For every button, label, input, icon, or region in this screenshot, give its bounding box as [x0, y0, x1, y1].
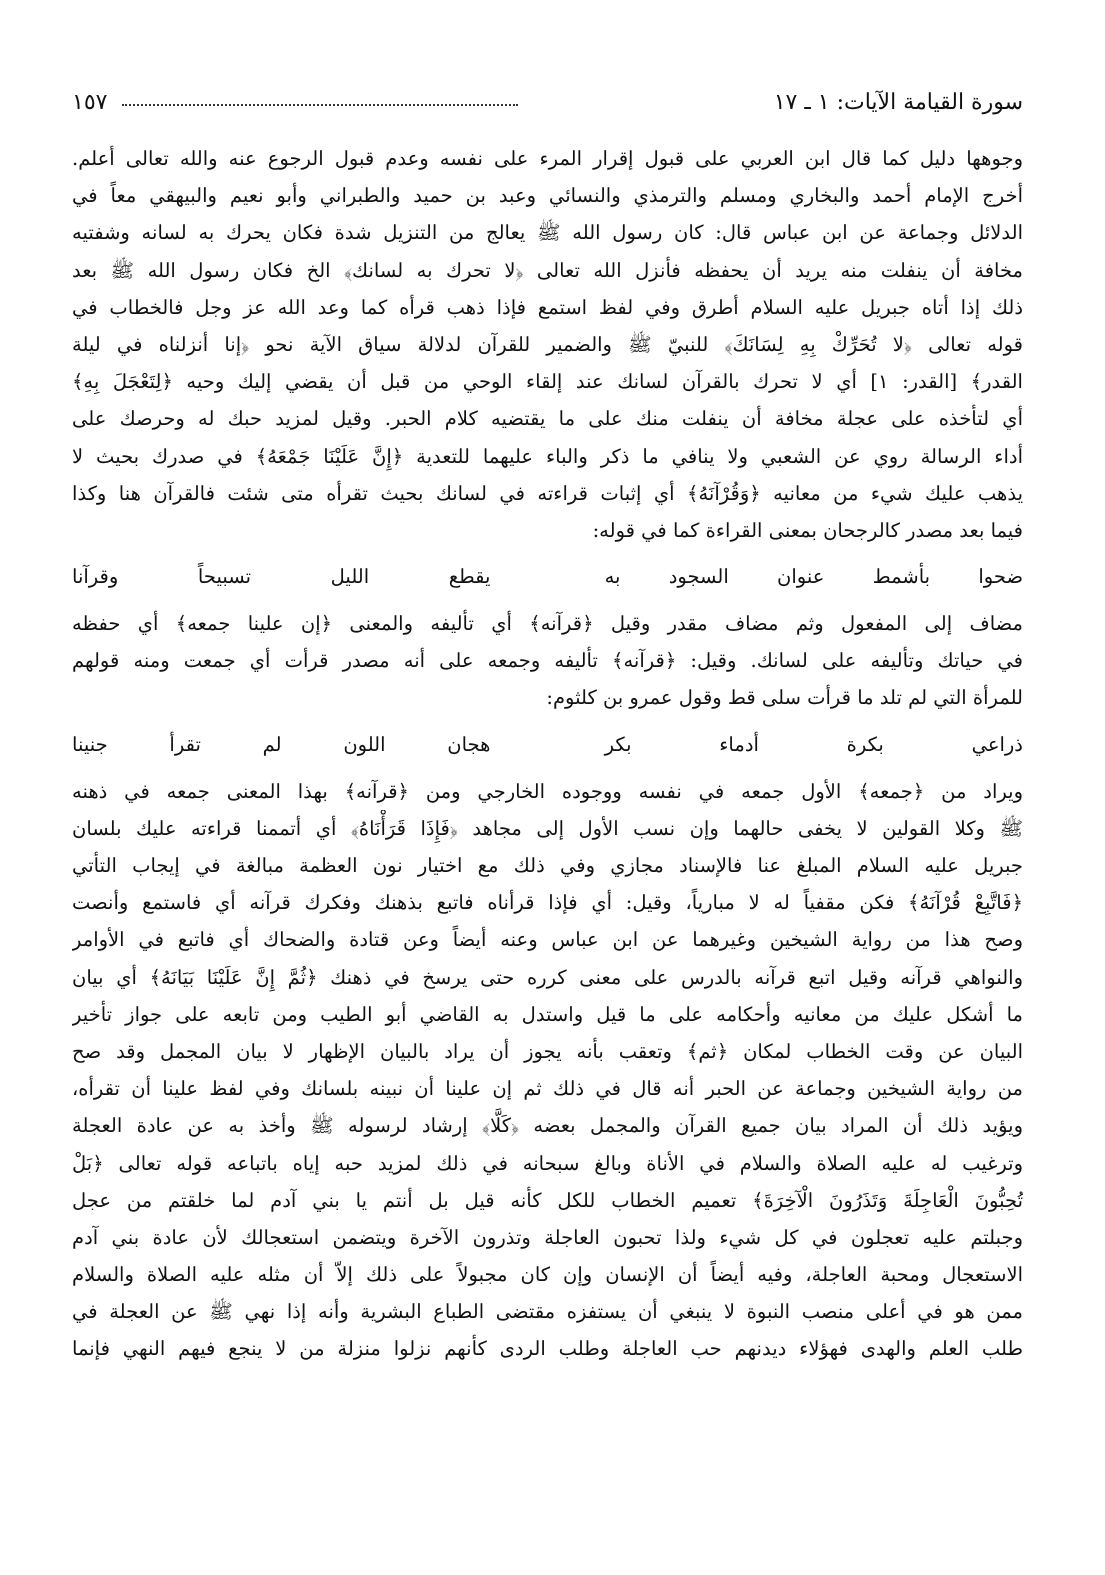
text-line: مخافة أن ينفلت منه يريد أن يحفظه فأنزل الله تعالى ﴿لا تحرك به لسانك﴾ الخ فكان رسول الله ﷺ بعد — [72, 258, 1023, 282]
text-line: وترغيب له عليه الصلاة والسلام في الأناة وبالغ سبحانه في ذلك لمزيد حبه إياه باتباعه قوله تعالى ﴿بَلْ — [72, 1151, 1023, 1175]
paragraph-3 — [72, 773, 1023, 1368]
text-line: ﷺ وكلا القولين لا يخفى حالهما وإن نسب الأول إلى مجاهد ﴿فَإِذَا قَرَأْنَاهُ﴾ أي أتممنا قراءته عليك بلسان — [72, 816, 1023, 840]
text-line: أي لتأخذه على عجلة مخافة أن ينفلت منك على ما يقتضيه كلام الحبر. وقيل لمزيد حبك له وحرصك على — [72, 407, 1023, 431]
text-line: وجوهها دليل كما قال ابن العربي على قبول إقرار المرء على نفسه وعدم قبول الرجوع عنه والله تعالى أعلم. — [72, 147, 1023, 170]
text-line: ويؤيد ذلك أن المراد بيان جميع القرآن والمجمل بعضه ﴿كَلَّا﴾ إرشاد لرسوله ﷺ وأخذ به عن عادة العجلة — [72, 1114, 1023, 1138]
text-line: الاستعجال ومحبة العاجلة، وفيه أيضاً أن الإنسان وإن كان مجبولاً على ذلك إلاّ أن مثله عليه الصلاة والسلام — [72, 1263, 1023, 1287]
paragraph-1 — [72, 140, 1023, 549]
text-line: طلب العلم والهدى فهؤلاء ديدنهم حب العاجلة وطلب الردى كأنهم نزلوا منزلة من لا ينجع فيهم النهي فإنما — [72, 1337, 1023, 1361]
text-line: أخرج الإمام أحمد والبخاري ومسلم والترمذي والنسائي وعبد بن حميد والطبراني وأبو نعيم والبيهقي معاً في — [72, 184, 1023, 208]
text-line: القدر﴾ [القدر: ١] أي لا تحرك بالقرآن لسانك عند إلقاء الوحي من قبل أن يقضي إليك وحيه ﴿لِتَعْجَلَ بِهِ﴾ — [72, 370, 1023, 394]
paragraph-2 — [72, 605, 1023, 717]
page-body — [72, 140, 1023, 1368]
text-line: الدلائل وجماعة عن ابن عباس قال: كان رسول الله ﷺ يعالج من التنزيل شدة فكان يحرك به لسانه وشفتيه — [72, 221, 1023, 245]
text-line: للمرأة التي لم تلد ما قرأت سلى قط وقول عمرو بن كلثوم: — [546, 686, 1023, 710]
text-line: جبريل عليه السلام المبلغ عنا فالإسناد مجازي وفي ذلك مع اختيار نون العظمة مبالغة في إيجاب التأتي — [72, 854, 1023, 877]
poetry-verse-2 — [72, 717, 1023, 773]
header-title: سورة القيامة الآيات: ١ ـ ١٧ — [773, 90, 1023, 115]
text-line: في حياتك وتأليفه على لسانك. وقيل: ﴿قرآنه﴾ تأليفه وجمعه على أنه مصدر قرأت أي جمعت ومنه قولهم — [72, 649, 1023, 673]
text-line: مضاف إلى المفعول وثم مضاف مقدر وقيل ﴿قرآنه﴾ أي تأليفه والمعنى ﴿إن علينا جمعه﴾ أي حفظه — [72, 612, 1023, 636]
poetry-verse-1 — [72, 549, 1023, 605]
running-header — [72, 86, 1023, 120]
verse-second-hemistich: يقطع الليل تسبيحاً وقرآنا — [72, 565, 491, 589]
text-line: والنواهي قرآنه وقيل اتبع قرآنه بالدرس على معنى كرره حتى يرسخ في ذهنك ﴿ثُمَّ إِنَّ عَلَيْنَا بَيَانَهُ﴾ أي بيان — [72, 965, 1023, 989]
text-line: ﴿فَاتَّبِعْ قُرْآنَهُ﴾ فكن مقفياً له لا مبارياً، وقيل: أي فإذا قرأناه فاتبع بذهنك وفكرك قرآنه أي فاستمع وأنصت — [72, 891, 1023, 915]
text-line: أداء الرسالة روي عن الشعبي ولا ينافي ما ذكر والباء عليهما للتعدية ﴿إِنَّ عَلَيْنَا جَمْعَهُ﴾ في صدرك بحيث لا — [72, 444, 1023, 468]
text-line: من رواية الشيخين وجماعة عن الحبر أنه قال في ذلك ثم إن علينا أن نبينه بلسانك وفي لفظ علينا أن تقرأه، — [72, 1077, 1023, 1101]
text-line: ممن هو في أعلى منصب النبوة لا ينبغي أن يستفزه مقتضى الطباع البشرية وأنه إذا نهي ﷺ عن العجلة في — [72, 1300, 1023, 1324]
text-line: ما أشكل عليك من معانيه وأحكامه على ما قيل واستدل به القاضي أبو الطيب ومن تابعه على جواز تأخير — [72, 1002, 1023, 1026]
text-line: ذلك إذا أتاه جبريل عليه السلام أطرق وفي لفظ استمع فإذا ذهب قرأه كما وعد الله عز وجل فالخطاب في — [72, 295, 1023, 319]
text-line: ويراد من ﴿جمعه﴾ الأول جمعه في نفسه ووجوده الخارجي ومن ﴿قرآنه﴾ بهذا المعنى جمعه في ذهنه — [72, 779, 1023, 803]
verse-first-hemistich: ضحوا بأشمط عنوان السجود به — [604, 565, 1023, 589]
header-dot-leader — [122, 104, 518, 106]
verse-first-hemistich: ذراعي بكرة أدماء بكر — [604, 732, 1023, 756]
text-line: البيان عن وقت الخطاب لمكان ﴿ثم﴾ وتعقب بأنه يجوز أن يراد بالبيان الإظهار لا بيان المجمل وقد صح — [72, 1039, 1023, 1063]
text-line: قوله تعالى ﴿لا تُحَرِّكْ بِهِ لِسَانَكَ﴾ للنبيّ ﷺ والضمير للقرآن لدلالة سياق الآية نحو ﴿إنا أنزلناه في ليلة — [72, 332, 1023, 356]
text-line: وصح هذا من رواية الشيخين وغيرهما عن ابن عباس وعنه أيضاً وعن قتادة والضحاك أي فاتبع في الأوامر — [72, 928, 1023, 952]
text-line: وجبلتم عليه تعجلون في كل شيء ولذا تحبون العاجلة وتذرون الآخرة ويتضمن استعجالك لأن عادة بني آدم — [72, 1225, 1023, 1249]
text-line: تُحِبُّونَ الْعَاجِلَةَ وَتَذَرُونَ الْآخِرَةَ﴾ تعميم الخطاب للكل كأنه قيل بل أنتم يا بني آدم لما خلقتم من عجل — [72, 1188, 1023, 1212]
text-line: فيما بعد مصدر كالرجحان بمعنى القراءة كما في قوله: — [592, 518, 1023, 542]
page-number: ١٥٧ — [72, 90, 108, 115]
verse-second-hemistich: هجان اللون لم تقرأ جنينا — [72, 732, 491, 756]
text-line: يذهب عليك شيء من معانيه ﴿وَقُرْآنَهُ﴾ أي إثبات قراءته في لسانك بحيث تقرأه متى شئت فالقرآن هنا وكذا — [72, 481, 1023, 505]
